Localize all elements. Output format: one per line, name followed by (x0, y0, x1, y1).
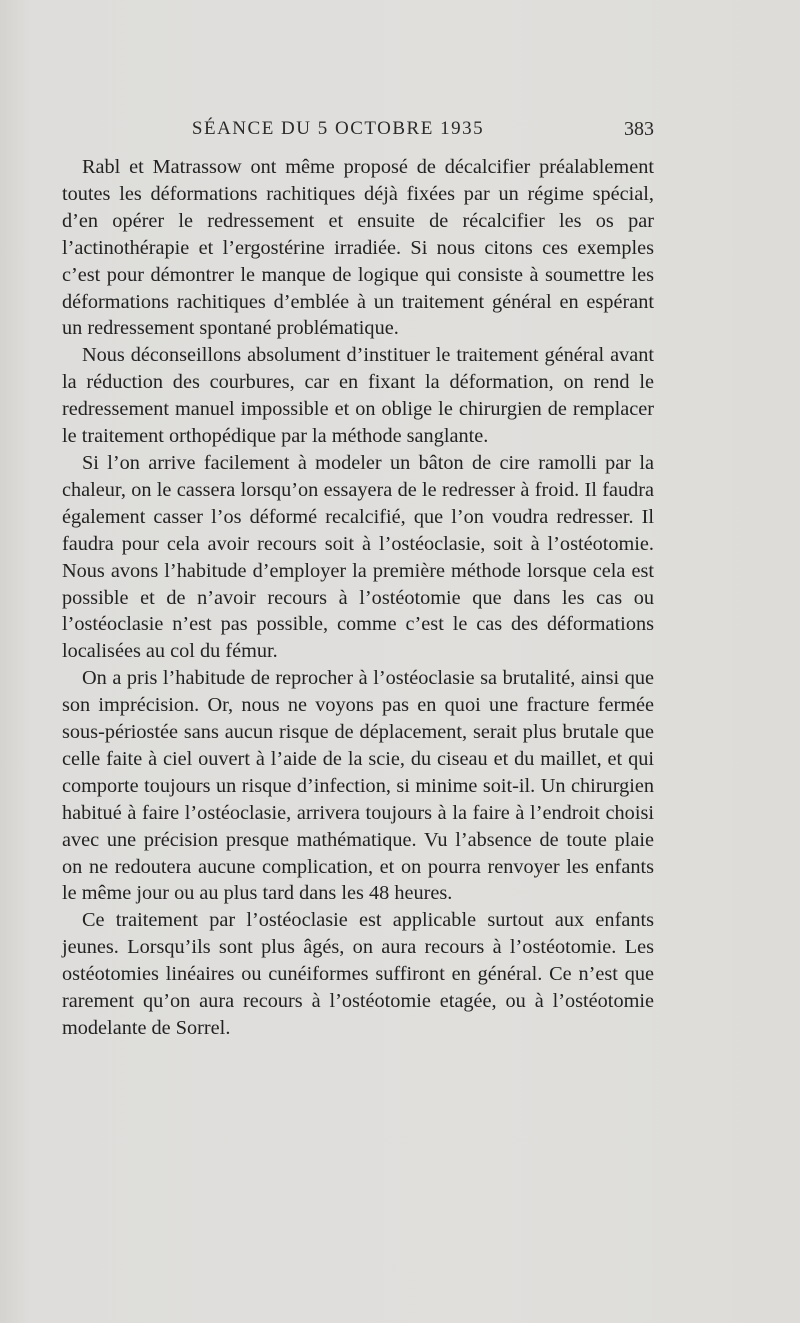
body-text (62, 154, 654, 1042)
paragraph: Si l’on arrive facilement à modeler un bâton de cire ramolli par la chaleur, on le cassera lorsqu’on essayera de le redresser à froid. Il faudra également casser l’os déformé recalcifié, que l’on voudra redresser. Il faudra pour cela avoir recours soit à l’ostéoclasie, soit à l’ostéotomie. Nous avons l’habitude d’employer la première méthode lorsque cela est possible et de n’avoir recours à l’ostéotomie que dans les cas ou l’ostéoclasie n’est pas possible, comme c’est le cas des déformations localisées au col du fémur. (62, 451, 654, 663)
paragraph: On a pris l’habitude de reprocher à l’ostéoclasie sa brutalité, ainsi que son imprécision. Or, nous ne voyons pas en quoi une fracture fermée sous-périostée sans aucun risque de déplacement, serait plus brutale que celle faite à ciel ouvert à l’aide de la scie, du ciseau et du maillet, et qui comporte toujours un risque d’infection, si minime soit-il. Un chirurgien habitué à faire l’ostéoclasie, arrivera toujours à la faire à l’endroit choisi avec une précision presque mathématique. Vu l’absence de toute plaie on ne redoutera aucune complication, et on pourra renvoyer les enfants le même jour ou au plus tard dans les 48 heures. (62, 667, 654, 905)
paragraph: Ce traitement par l’ostéoclasie est applicable surtout aux enfants jeunes. Lorsqu’ils sont plus âgés, on aura recours à l’ostéotomie. Les ostéotomies linéaires ou cunéiformes suffiront en général. Ce n’est que rarement qu’on aura recours à l’ostéotomie etagée, ou à l’ostéotomie modelante de Sorrel. (62, 909, 654, 1039)
running-head: SÉANCE DU 5 OCTOBRE 1935 (191, 118, 485, 139)
page-number: 383 (624, 118, 654, 140)
paragraph: Nous déconseillons absolument d’instituer le traitement général avant la réduction des courbures, car en fixant la déformation, on rend le redressement manuel impossible et on oblige le chirurgien de remplacer le traitement orthopédique par la méthode sanglante. (62, 344, 654, 448)
page-header (62, 118, 654, 148)
paragraph: Rabl et Matrassow ont même proposé de décalcifier préalablement toutes les déformations rachitiques déjà fixées par un régime spécial, d’en opérer le redressement et ensuite de récalcifier les os par l’actinothérapie et l’ergostérine irradiée. Si nous citons ces exemples c’est pour démontrer le manque de logique qui consiste à soumettre les déformations rachitiques d’emblée à un traitement général en espérant un redressement spontané problématique. (62, 156, 654, 340)
